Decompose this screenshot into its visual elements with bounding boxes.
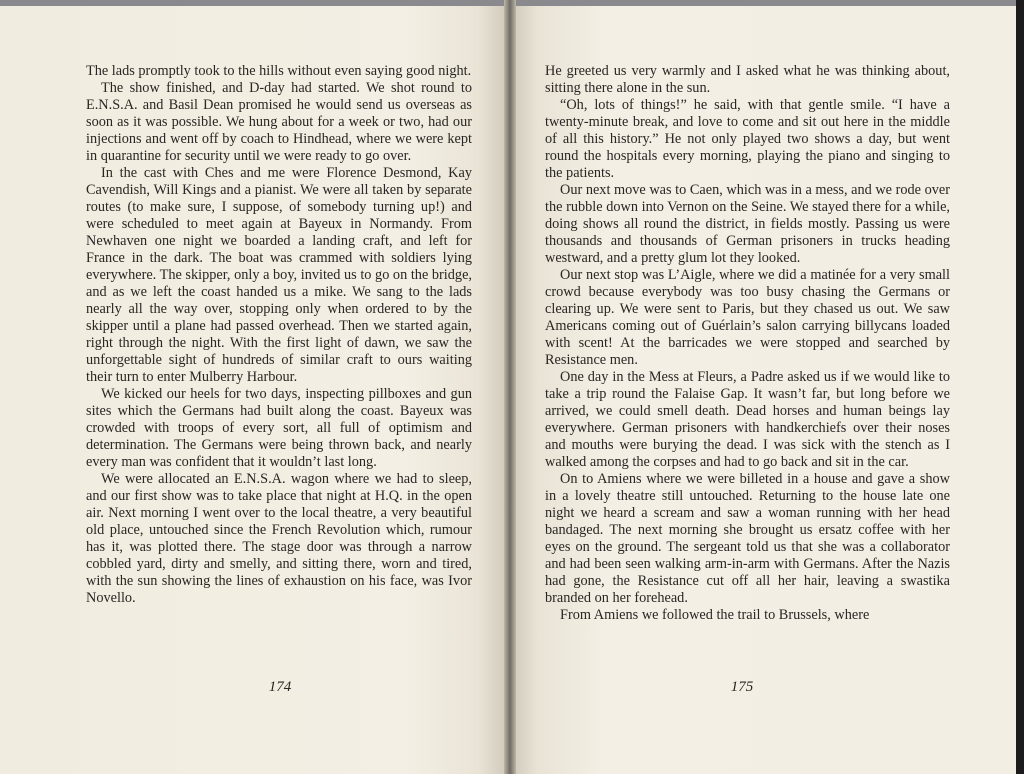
background-edge [1016, 0, 1024, 774]
paragraph: We kicked our heels for two days, inspecting pillboxes and gun sites which the Germans had built along the coast. Bayeux was crowded with troops of every sort, all full of optimism and determination. The Germans were being thrown back, and nearly every man was confident that it wouldn’t last long. [86, 386, 472, 470]
left-page-text [86, 63, 472, 607]
paragraph: On to Amiens where we were billeted in a house and gave a show in a lovely theatre still untouched. Returning to the house late one night we heard a scream and saw a woman running with her head bandaged. The next morning she brought us ersatz coffee with her eyes on the ground. The sergeant told us that she was a collaborator and had been seen walking arm-in-arm with Germans. After the Nazis had gone, the Resistance cut off all her hair, leaving a swastika branded on her forehead. [545, 471, 950, 606]
left-page [0, 6, 508, 774]
right-page-text [545, 63, 950, 624]
page-number: 175 [730, 679, 754, 695]
page-number: 174 [268, 679, 292, 695]
book-gutter [504, 0, 516, 774]
paragraph: In the cast with Ches and me were Florence Desmond, Kay Cavendish, Will Kings and a pianist. We were all taken by separate routes (to make sure, I suppose, of somebody turning up!) and were scheduled to meet again at Bayeux in Normandy. From Newhaven one night we boarded a landing craft, and left for France in the dark. The boat was crammed with soldiers lying everywhere. The skipper, only a boy, invited us to go on the bridge, and as we left the coast handed us a mike. We sang to the lads nearly all the way over, stopping only when ordered to by the skipper until a plane had passed overhead. Then we started again, right through the night. With the first light of dawn, we saw the unforgettable sight of hundreds of similar craft to ours waiting their turn to enter Mulberry Harbour. [86, 165, 472, 385]
paragraph: The show finished, and D-day had started. We shot round to E.N.S.A. and Basil Dean promised he would send us overseas as soon as it was possible. We hung about for a week or two, had our injections and went off by coach to Hindhead, where we were kept in quarantine for security until we were ready to go over. [86, 80, 472, 164]
paragraph: We were allocated an E.N.S.A. wagon where we had to sleep, and our first show was to take place that night at H.Q. in the open air. Next morning I went over to the local theatre, a very beautiful old place, untouched since the French Revolution which, rumour has it, was plotted there. The stage door was through a narrow cobbled yard, dirty and smelly, and sitting there, worn and tired, with the sun showing the lines of exhaustion on his face, was Ivor Novello. [86, 471, 472, 606]
paragraph: Our next move was to Caen, which was in a mess, and we rode over the rubble down into Vernon on the Seine. We stayed there for a while, doing shows all round the district, in fields mostly. Passing us were thousands and thousands of German prisoners in trucks heading westward, and a pretty glum lot they looked. [545, 182, 950, 266]
right-page [512, 6, 1018, 774]
paragraph: The lads promptly took to the hills without even saying good night. [86, 63, 472, 79]
paragraph: From Amiens we followed the trail to Brussels, where [560, 607, 870, 623]
paragraph: “Oh, lots of things!” he said, with that gentle smile. “I have a twenty-minute break, and love to come and sit out here in the middle of all this history.” He not only played two shows a day, but went round the hospitals every morning, playing the piano and singing to the patients. [545, 97, 950, 181]
paragraph: Our next stop was L’Aigle, where we did a matinée for a very small crowd because everybody was too busy chasing the Germans or clearing up. We were sent to Paris, but they chased us out. We saw Americans coming out of Guérlain’s salon carrying billycans loaded with scent! At the barricades we were stopped and searched by Resistance men. [545, 267, 950, 368]
paragraph: One day in the Mess at Fleurs, a Padre asked us if we would like to take a trip round the Falaise Gap. It wasn’t far, but long before we arrived, we could smell death. Dead horses and human beings lay everywhere. German prisoners with handkerchiefs over their noses and mouths were burying the dead. I was sick with the stench as I walked among the corpses and had to go back and sit in the car. [545, 369, 950, 470]
paragraph: He greeted us very warmly and I asked what he was thinking about, sitting there alone in the sun. [545, 63, 950, 96]
